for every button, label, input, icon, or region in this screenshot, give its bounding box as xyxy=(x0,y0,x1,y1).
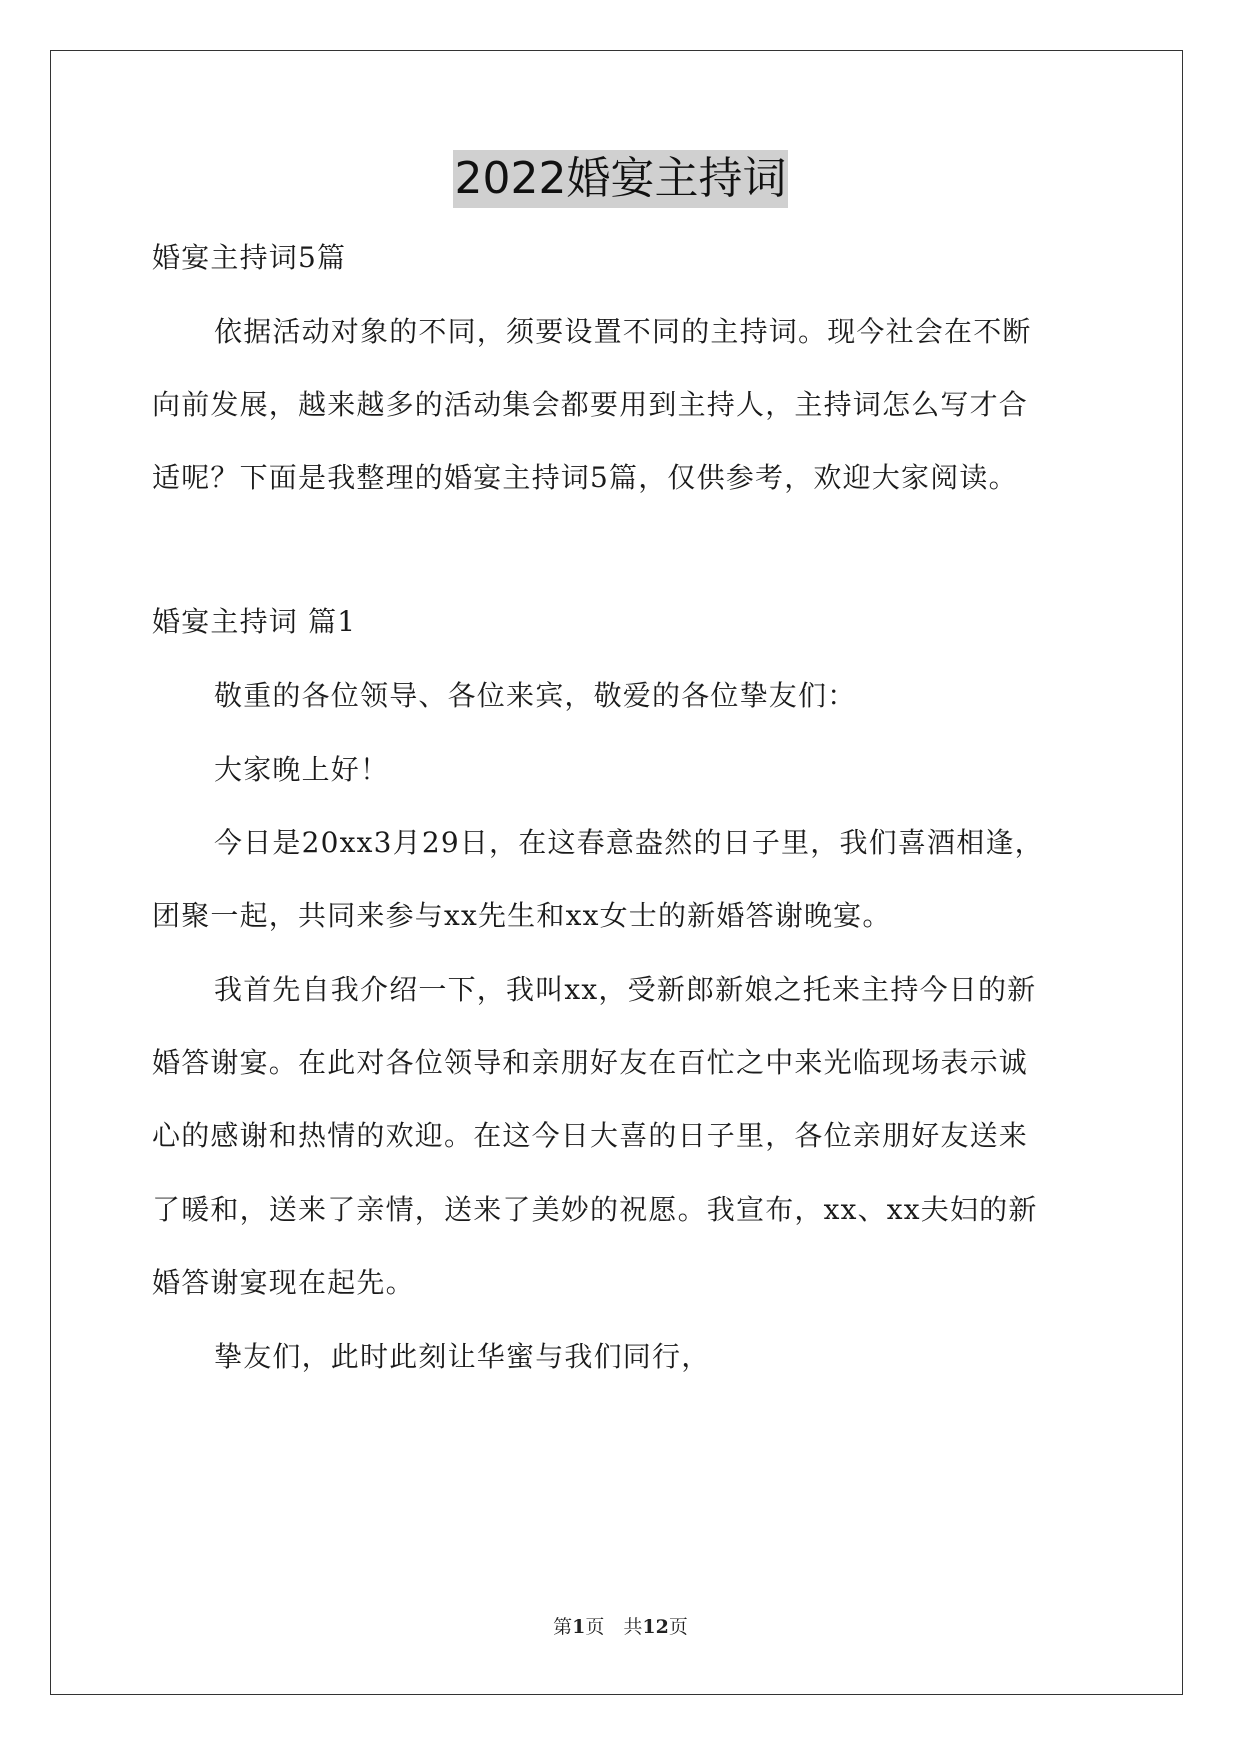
footer-suffix: 页 xyxy=(668,1616,688,1638)
paragraph-line: 挚友们，此时此刻让华蜜与我们同行， xyxy=(214,1340,711,1373)
paragraph-line: 依据活动对象的不同，须要设置不同的主持词。现今社会在不断 xyxy=(214,315,1032,348)
paragraph-line: 了暖和，送来了亲情，送来了美妙的祝愿。我宣布，xx、xx夫妇的新 xyxy=(152,1193,1038,1226)
section-heading: 婚宴主持词 篇1 xyxy=(152,605,357,638)
paragraph-line: 适呢？下面是我整理的婚宴主持词5篇，仅供参考，欢迎大家阅读。 xyxy=(152,461,1018,494)
paragraph-line: 心的感谢和热情的欢迎。在这今日大喜的日子里，各位亲朋好友送来 xyxy=(152,1119,1029,1152)
document-title: 2022婚宴主持词 xyxy=(453,150,789,208)
paragraph-line: 向前发展，越来越多的活动集会都要用到主持人，主持词怎么写才合 xyxy=(152,388,1029,421)
total-page-number: 12 xyxy=(642,1616,669,1638)
title-container xyxy=(0,150,1241,208)
paragraph-line: 婚答谢宴现在起先。 xyxy=(152,1266,415,1299)
paragraph-line: 团聚一起，共同来参与xx先生和xx女士的新婚答谢晚宴。 xyxy=(152,899,892,932)
current-page-number: 1 xyxy=(572,1616,586,1638)
page-border xyxy=(50,50,1183,1695)
paragraph-line: 婚答谢宴。在此对各位领导和亲朋好友在百忙之中来光临现场表示诚 xyxy=(152,1046,1029,1079)
page-footer xyxy=(0,1615,1241,1639)
paragraph-line: 今日是20xx3月29日，在这春意盎然的日子里，我们喜酒相逢， xyxy=(214,826,1044,859)
paragraph-line: 我首先自我介绍一下，我叫xx，受新郎新娘之托来主持今日的新 xyxy=(214,973,1037,1006)
intro-heading: 婚宴主持词5篇 xyxy=(152,241,347,274)
paragraph-line: 敬重的各位领导、各位来宾，敬爱的各位挚友们： xyxy=(214,679,857,712)
footer-prefix: 第 xyxy=(553,1616,573,1638)
paragraph-line: 大家晚上好！ xyxy=(214,753,390,786)
footer-mid: 页 共 xyxy=(585,1616,643,1638)
